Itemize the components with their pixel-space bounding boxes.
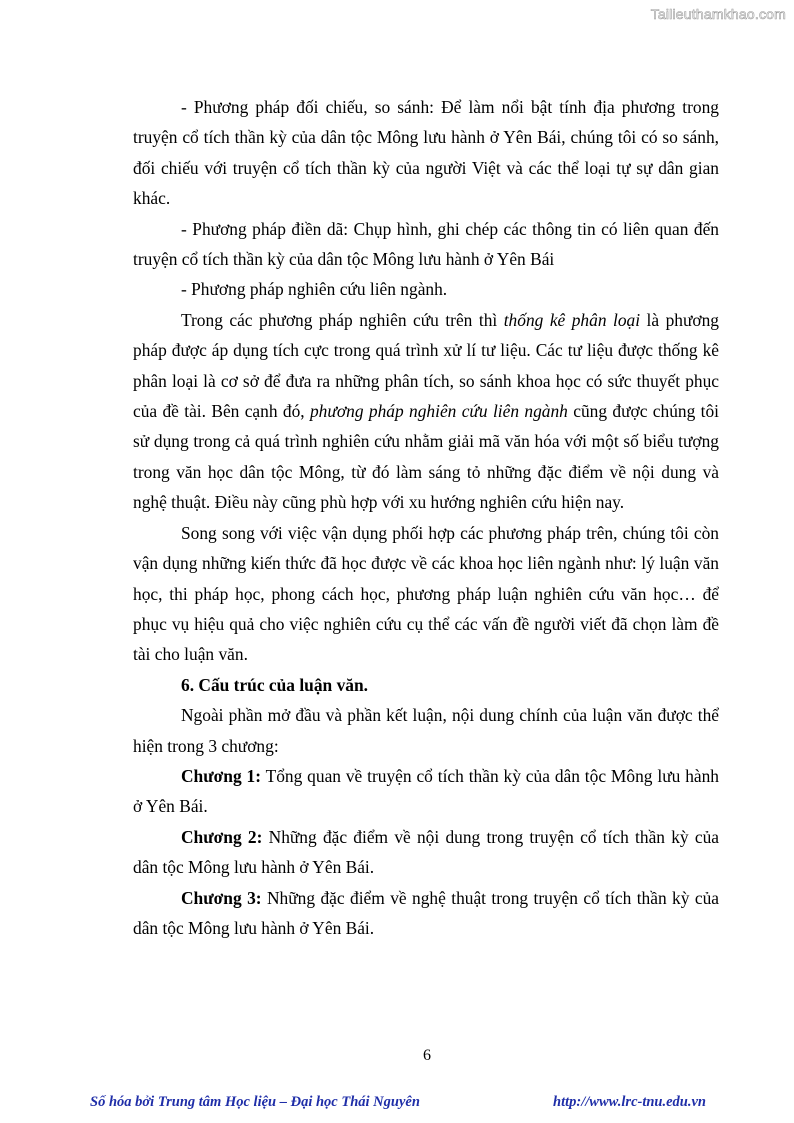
text-run: cũng được chúng tôi sử dụng trong cả quá trình nghiên cứu nhằm giải mã văn hóa với một số biểu tượng trong văn học dân tộc Mông, từ đó làm sáng tỏ những đặc điểm về nội dung và nghệ thuật. Điều này cũng phù hợp với xu hướng nghiên cứu hiện nay. [133,401,719,513]
emphasis-interdisciplinary-method: phương pháp nghiên cứu liên ngành [309,401,568,422]
chapter-2-label: Chương 2: [181,826,263,847]
chapter-2-item [133,822,719,883]
footer-url: http://www.lrc-tnu.edu.vn [553,1094,706,1110]
chapter-1-text: Tổng quan về truyện cổ tích thần kỳ của dân tộc Mông lưu hành ở Yên Bái. [133,765,719,817]
document-body [133,92,719,943]
paragraph-fieldwork-method: - Phương pháp điền dã: Chụp hình, ghi chép các thông tin có liên quan đến truyện cổ tích thần kỳ của dân tộc Mông lưu hành ở Yên Bái [133,218,719,270]
section-heading [133,670,719,700]
chapter-2-text: Những đặc điểm về nội dung trong truyện cổ tích thần kỳ của dân tộc Mông lưu hành ở Yên Bái. [133,826,719,878]
chapter-3-item [133,883,719,944]
footer [90,1094,706,1111]
chapter-1-item [133,761,719,822]
page-number: 6 [423,1047,431,1064]
paragraph-structure-intro: Ngoài phần mở đầu và phần kết luận, nội dung chính của luận văn được thể hiện trong 3 chương: [133,705,719,756]
paragraph-methods-discussion [133,305,719,518]
chapter-3-text: Những đặc điểm về nghệ thuật trong truyện cổ tích thần kỳ của dân tộc Mông lưu hành ở Yên Bái. [133,887,719,938]
paragraph-combined-methods: Song song với việc vận dụng phối hợp các phương pháp trên, chúng tôi còn vận dụng những kiến thức đã học được về các khoa học liên ngành như: lý luận văn học, thi pháp học, phong cách học, phương pháp luận nghiên cứu văn học… để phục vụ hiệu quả cho việc nghiên cứu cụ thể các vấn đề người viết đã chọn làm đề tài cho luận văn. [133,522,719,665]
paragraph-interdisciplinary-method: - Phương pháp nghiên cứu liên ngành. [181,279,448,300]
chapter-3-label: Chương 3: [181,887,262,908]
chapter-1-label: Chương 1: [181,765,262,786]
watermark: Tailieuthamkhao.com [650,6,786,22]
paragraph-comparison-method: - Phương pháp đối chiếu, so sánh: Để làm nổi bật tính địa phương trong truyện cổ tích thần kỳ của dân tộc Mông lưu hành ở Yên Bái, chúng tôi có so sánh, đối chiếu với truyện cổ tích thần kỳ của người Việt và các thể loại tự sự dân gian khác. [133,97,719,209]
section-heading-text: 6. Cấu trúc của luận văn. [181,674,368,695]
footer-publisher: Số hóa bởi Trung tâm Học liệu – Đại học Thái Nguyên [90,1094,420,1110]
text-run: là phương pháp được áp dụng tích cực trong quá trình xử lí tư liệu. Các tư liệu được thống kê phân loại là cơ sở để đưa ra những phân tích, so sánh khoa học có sức thuyết phục của đề tài. Bên cạnh đó, [133,309,719,422]
emphasis-statistical-classification: thống kê phân loại [503,309,641,330]
text-run: Trong các phương pháp nghiên cứu trên thì [181,309,504,330]
